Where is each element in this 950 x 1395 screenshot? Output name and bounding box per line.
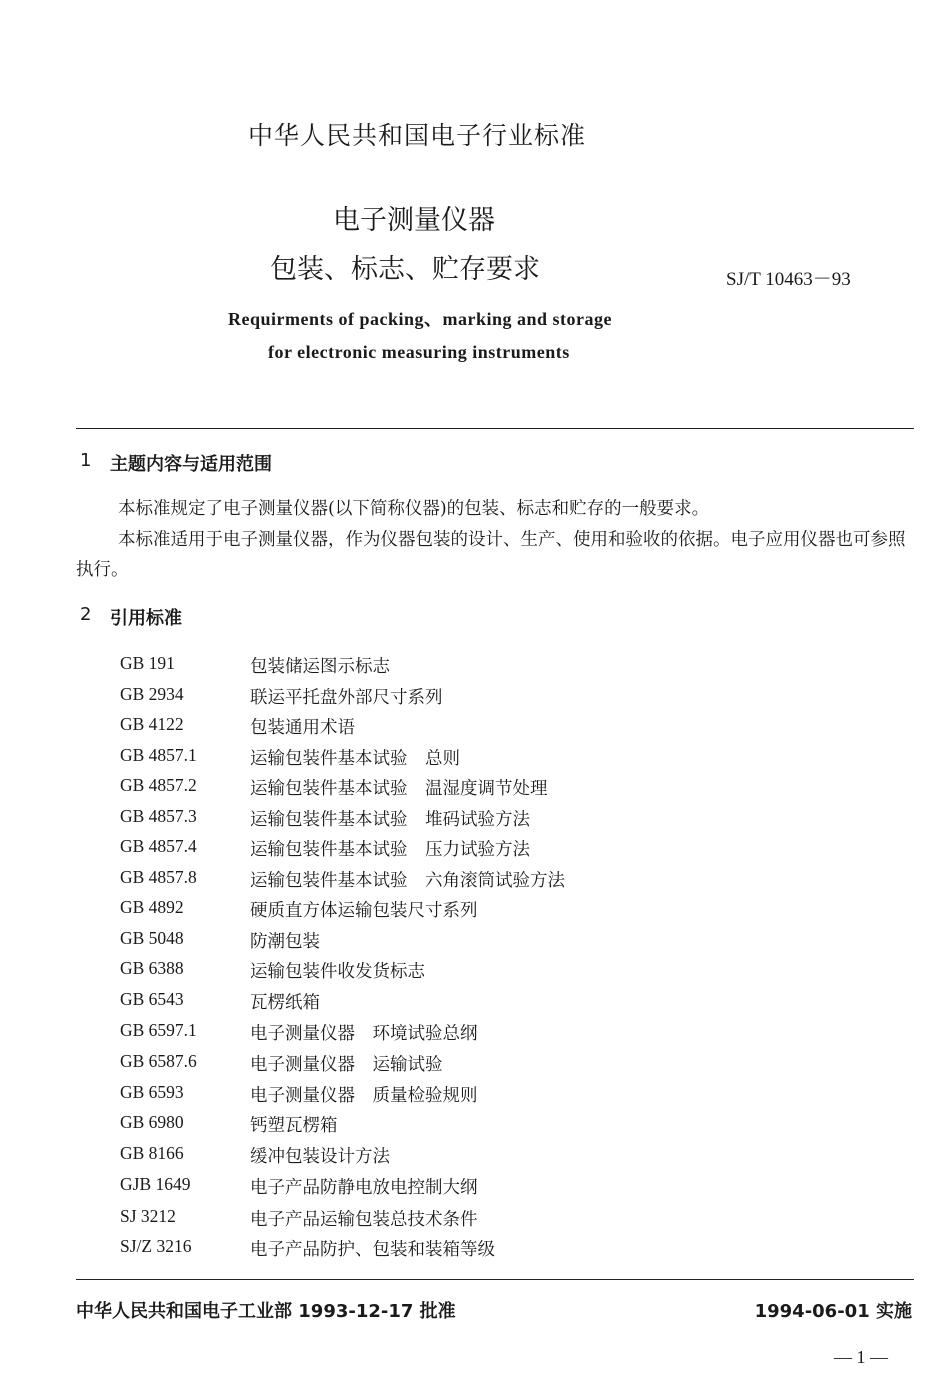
section1-paragraph2: 本标准适用于电子测量仪器，作为仪器包装的设计、生产、使用和验收的依据。电子应用仪器也可参照执行。 (76, 530, 906, 580)
reference-code: GB 6593 (120, 1082, 184, 1102)
reference-code: GB 6980 (120, 1112, 184, 1132)
reference-title: 包装储运图示标志 (250, 657, 390, 677)
reference-code: GB 5048 (120, 928, 184, 948)
footer-divider (76, 1279, 914, 1280)
reference-title: 运输包装件基本试验 总则 (250, 749, 460, 769)
reference-title: 运输包装件基本试验 六角滚筒试验方法 (250, 871, 565, 891)
reference-title: 防潮包装 (250, 932, 320, 952)
issuing-agency: 中华人民共和国电子行业标准 (248, 121, 587, 150)
effective-date: 1994-06-01 实施 (754, 1301, 912, 1322)
header-divider (76, 428, 914, 429)
english-title-line2: for electronic measuring instruments (268, 342, 570, 362)
section1-heading: 主题内容与适用范围 (110, 454, 272, 475)
reference-title: 电子产品运输包装总技术条件 (250, 1210, 478, 1230)
reference-code: GB 4892 (120, 897, 184, 917)
english-title-line1: Requirments of packing、marking and storage (228, 309, 613, 329)
reference-code: GB 6388 (120, 958, 184, 978)
reference-title: 瓦楞纸箱 (250, 993, 320, 1013)
reference-code: GB 4857.8 (120, 867, 197, 887)
section1-number: 1 (80, 450, 92, 471)
reference-code: GB 6543 (120, 989, 184, 1009)
page-number: — 1 — (834, 1347, 888, 1367)
reference-code: GB 2934 (120, 684, 184, 704)
document-title-line1: 电子测量仪器 (333, 205, 495, 236)
reference-title: 电子产品防静电放电控制大纲 (250, 1178, 478, 1198)
reference-title: 运输包装件收发货标志 (250, 962, 425, 982)
reference-code: GB 8166 (120, 1143, 184, 1163)
reference-title: 电子测量仪器 质量检验规则 (250, 1086, 478, 1106)
reference-code: GB 4122 (120, 714, 184, 734)
reference-title: 电子测量仪器 运输试验 (250, 1055, 443, 1075)
document-title-line2: 包装、标志、贮存要求 (270, 254, 540, 285)
section2-number: 2 (80, 604, 92, 625)
standard-number: SJ/T 10463－93 (726, 269, 851, 290)
reference-code: GB 4857.4 (120, 836, 197, 856)
section1-paragraph1: 本标准规定了电子测量仪器(以下简称仪器)的包装、标志和贮存的一般要求。 (118, 499, 710, 519)
reference-code: GB 6597.1 (120, 1020, 197, 1040)
reference-code: GB 191 (120, 653, 175, 673)
reference-code: GJB 1649 (120, 1174, 191, 1194)
reference-code: GB 4857.3 (120, 806, 197, 826)
reference-code: SJ 3212 (120, 1206, 176, 1226)
reference-title: 运输包装件基本试验 压力试验方法 (250, 840, 530, 860)
approval-line: 中华人民共和国电子工业部 1993-12-17 批准 (76, 1301, 456, 1322)
reference-title: 电子产品防护、包装和装箱等级 (250, 1240, 495, 1260)
reference-title: 缓冲包装设计方法 (250, 1147, 390, 1167)
reference-title: 联运平托盘外部尺寸系列 (250, 688, 443, 708)
reference-title: 运输包装件基本试验 温湿度调节处理 (250, 779, 548, 799)
reference-code: GB 4857.1 (120, 745, 197, 765)
reference-title: 运输包装件基本试验 堆码试验方法 (250, 810, 530, 830)
reference-code: GB 6587.6 (120, 1051, 197, 1071)
reference-title: 钙塑瓦楞箱 (250, 1116, 338, 1136)
reference-title: 包装通用术语 (250, 718, 355, 738)
reference-code: GB 4857.2 (120, 775, 197, 795)
reference-code: SJ/Z 3216 (120, 1236, 192, 1256)
reference-title: 电子测量仪器 环境试验总纲 (250, 1024, 478, 1044)
section2-heading: 引用标准 (110, 608, 182, 629)
reference-title: 硬质直方体运输包装尺寸系列 (250, 901, 478, 921)
